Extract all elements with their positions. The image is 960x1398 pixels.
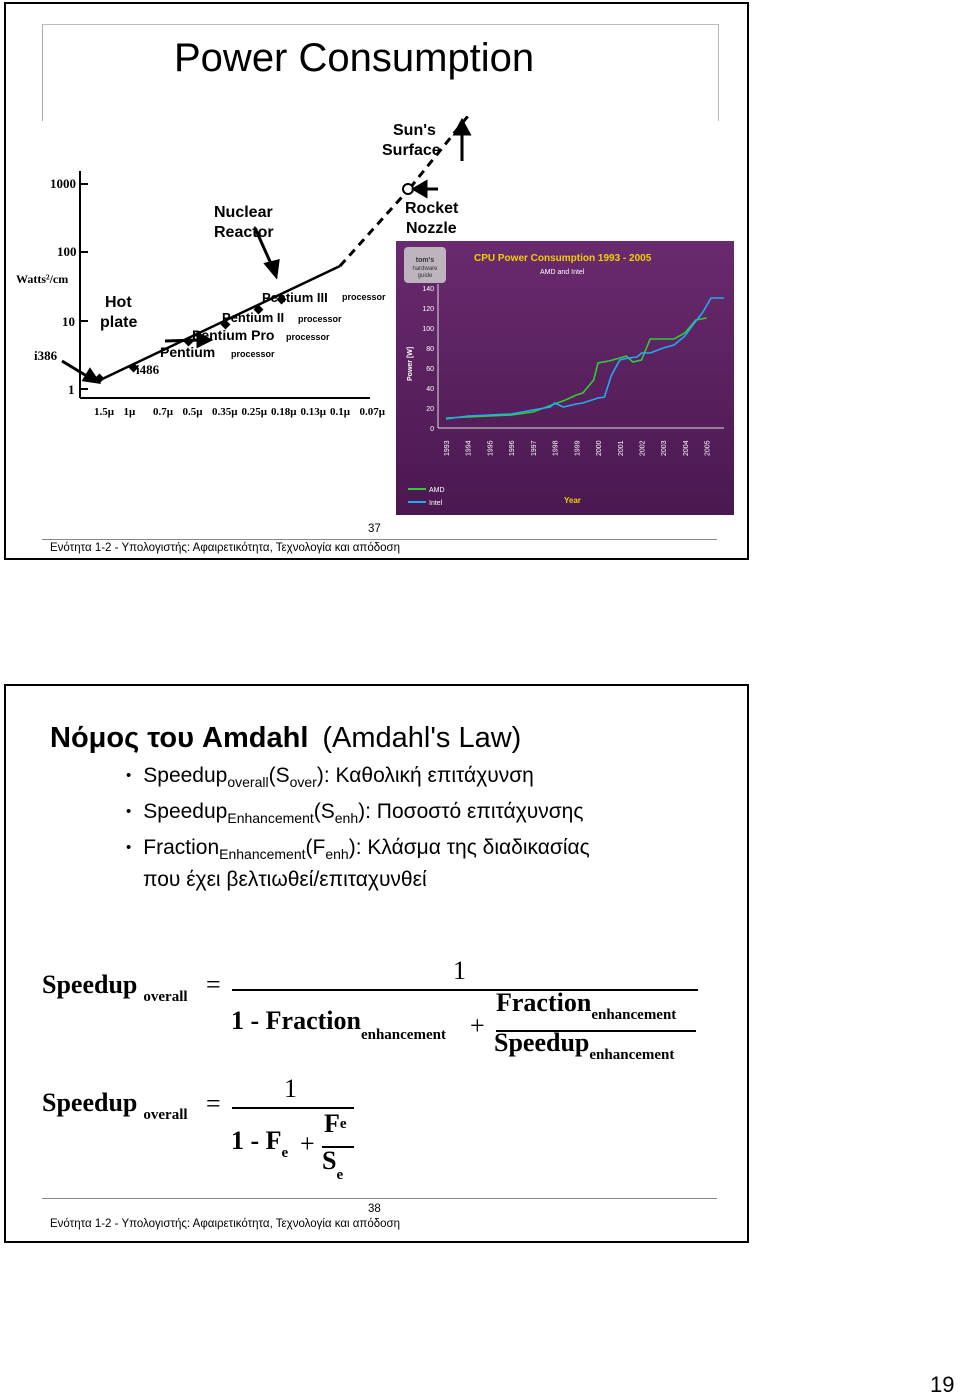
eq1-equals: = [206, 970, 221, 999]
eq2-plus: + [300, 1129, 315, 1158]
x-tick-label: 0.13μ [300, 406, 326, 418]
ytick-100: 100 [57, 244, 77, 259]
label-suns: Sun's [393, 122, 436, 139]
cpu-chart-title: CPU Power Consumption 1993 - 2005 [474, 253, 652, 264]
footer-rule [42, 539, 717, 540]
eq2-equals: = [206, 1089, 221, 1118]
x-tick-label: 0.07μ [359, 406, 385, 418]
cpu-xtick-label: 1996 [509, 440, 517, 456]
cpu-ytick-label: 100 [422, 326, 434, 333]
cpu-xtick-label: 1993 [444, 440, 451, 456]
label-pentium-processor: processor [231, 349, 275, 359]
footer-rule [42, 1198, 717, 1199]
cpu-ytick-label: 60 [426, 366, 434, 373]
slide-footer: Ενότητα 1-2 - Υπολογιστής: Αφαιρετικότητα, Τεχνολογία και απόδοση [50, 1218, 401, 1230]
toms-hardware-logo-icon [404, 247, 446, 283]
label-pentium: Pentium [160, 344, 216, 360]
svg-text:guide: guide [417, 273, 433, 279]
cpu-ytick-label: 120 [422, 306, 434, 313]
slide-37 [4, 2, 749, 560]
x-tick-label: 0.1μ [330, 406, 350, 418]
x-tick-label: 0.7μ [153, 406, 173, 418]
slide-number: 37 [368, 523, 381, 535]
x-tick-labels [94, 406, 386, 418]
cpu-chart-subtitle: AMD and Intel [540, 269, 585, 276]
slide-number: 38 [368, 1203, 381, 1215]
label-pentium-pro-processor: processor [286, 332, 330, 342]
eq1-numerator: 1 [453, 956, 466, 985]
equation-1: Speedup overall [42, 970, 188, 1005]
label-pentium-ii: Pentium II [222, 310, 285, 325]
cpu-xtick-label: 2001 [617, 440, 625, 456]
slide-title: Power Consumption [174, 36, 535, 80]
x-tick-label: 0.25μ [241, 406, 267, 418]
eq2-inner-denominator: Se [322, 1146, 344, 1183]
slide-38 [4, 684, 749, 1243]
eq1-inner-denominator: Speedupenhancement [494, 1028, 675, 1063]
label-i486: i486 [136, 362, 160, 377]
legend-intel: Intel [429, 500, 443, 507]
label-nozzle: Nozzle [406, 220, 457, 237]
eq1-plus: + [470, 1011, 485, 1040]
eq1-denominator-a: 1 - Fractionenhancement [231, 1006, 446, 1043]
slide-footer: Ενότητα 1-2 - Υπολογιστής: Αφαιρετικότητα, Τεχνολογία και απόδοση [50, 542, 401, 554]
label-nuclear: Nuclear [214, 204, 273, 221]
x-tick-label: 0.35μ [212, 406, 238, 418]
cpu-xtick-label: 1999 [574, 440, 582, 456]
cpu-ytick-label: 20 [426, 406, 434, 413]
cpu-xtick-label: 1997 [530, 440, 538, 456]
legend-amd: AMD [429, 487, 445, 494]
x-tick-label: 1μ [123, 406, 136, 418]
cpu-ytick-label: 40 [426, 386, 434, 393]
label-i386: i386 [34, 348, 58, 363]
cpu-xtick-label: 2003 [661, 440, 669, 456]
bullet-1: • $Speedup_{overall}(S_{over})$: Καθολική επιτάχυνση [126, 764, 534, 790]
label-pentium-ii-processor: processor [298, 314, 342, 324]
cpu-xtick-label: 2005 [704, 440, 712, 456]
page-number: 19 [930, 1372, 955, 1397]
label-hot: Hot [105, 294, 132, 311]
ytick-1000: 1000 [50, 176, 76, 191]
cpu-chart-ylabel: Power [W] [407, 346, 414, 381]
label-surface: Surface [382, 142, 441, 159]
label-pentium-pro: Pentium Pro [192, 327, 275, 343]
x-tick-label: 0.5μ [182, 406, 203, 418]
ytick-1: 1 [68, 382, 75, 397]
cpu-xtick-label: 2002 [639, 440, 647, 456]
cpu-power-chart [396, 241, 734, 515]
label-reactor: Reactor [214, 224, 274, 241]
cpu-chart-xlabel: Year [564, 496, 581, 505]
eq2-numerator: 1 [284, 1074, 297, 1103]
cpu-xtick-label: 1995 [487, 440, 495, 456]
svg-text:tom's: tom's [415, 257, 435, 264]
bullet-3: • $Fraction_{Enhancement}(F_{enh})$: Κλάσμα της διαδικασίας [126, 836, 590, 862]
bullet-2: • $Speedup_{Enhancement}(S_{enh})$: Ποσοστό επιτάχυνσης [126, 800, 584, 826]
ytick-10: 10 [62, 314, 75, 329]
slide-title [50, 722, 521, 755]
cpu-xtick-label: 2000 [596, 440, 604, 456]
cpu-ytick-label: 80 [426, 346, 434, 353]
label-pentium-iii-processor: processor [342, 292, 386, 302]
label-pentium-iii: Pentium III [262, 290, 328, 305]
eq2-denominator-a: 1 - Fe [231, 1126, 289, 1161]
x-tick-label: 1.5μ [94, 406, 114, 418]
x-tick-label: 0.18μ [271, 406, 297, 418]
cpu-ytick-label: 0 [430, 426, 434, 433]
title-rest: (Amdahl's Law) [322, 722, 522, 754]
y-unit-label: Watts²/cm [16, 272, 69, 286]
label-rocket: Rocket [405, 200, 459, 217]
svg-text:hardware: hardware [412, 266, 438, 272]
title-bold: Νόμος του Amdahl [50, 722, 309, 754]
eq1-inner-numerator: Fractionenhancement [496, 988, 677, 1023]
label-plate: plate [100, 314, 138, 331]
equation-2: Speedup overall [42, 1088, 188, 1123]
eq2-inner-numerator: Fe [324, 1109, 347, 1138]
bullet-3-continuation: που έχει βελτιωθεί/επιταχυνθεί [143, 868, 427, 891]
cpu-ytick-label: 140 [422, 286, 434, 293]
cpu-xtick-label: 1994 [465, 440, 473, 456]
cpu-xtick-label: 1998 [552, 440, 560, 456]
cpu-xtick-label: 2004 [682, 440, 690, 456]
